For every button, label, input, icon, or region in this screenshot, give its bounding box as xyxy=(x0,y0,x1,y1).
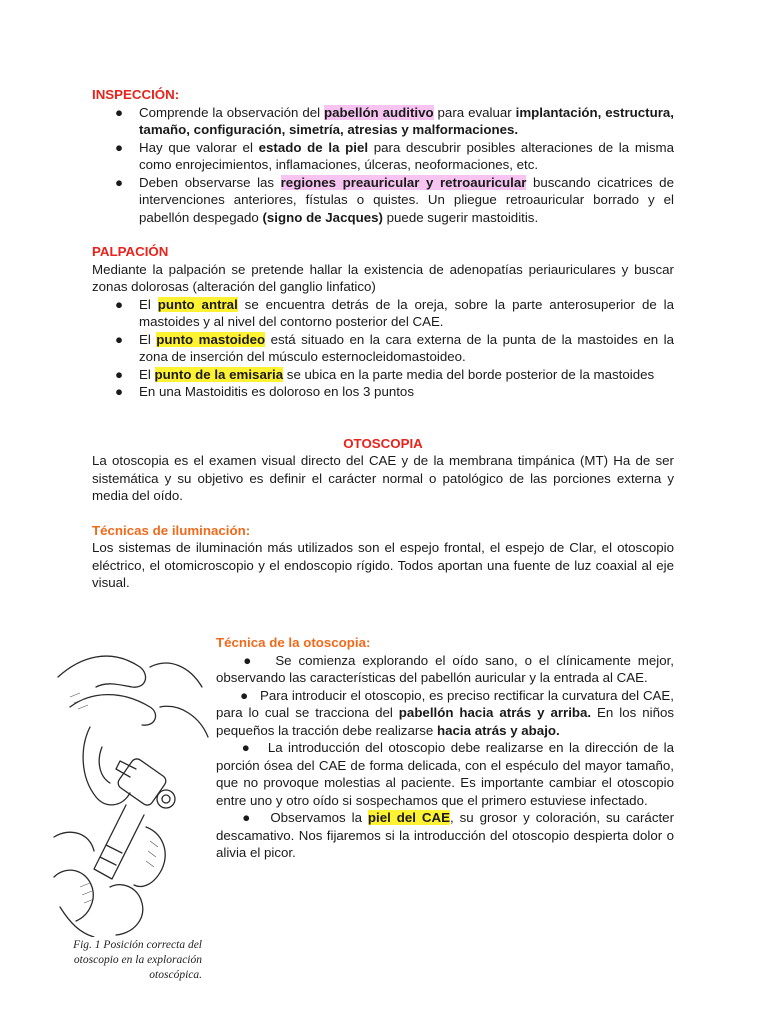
text-run: Se comienza explorando el oído sano, o el clínicamente mejor, observando las características del pabellón auricular y la entrada al CAE. xyxy=(216,652,674,685)
text-run: El xyxy=(139,296,158,312)
list-item xyxy=(92,296,674,331)
section-heading-palpacion: PALPACIÓN xyxy=(92,244,169,259)
bold-term: (signo de Jacques) xyxy=(262,209,383,225)
highlighted-term: piel del CAE xyxy=(367,810,450,825)
text-run: para evaluar xyxy=(433,104,516,120)
highlighted-term: punto de la emisaria xyxy=(154,366,284,382)
bullet-icon: ● xyxy=(115,366,124,382)
text-run: , su grosor y coloración, su carácter descamativo. Nos fijaremos si la introducción del otoscopio despierta dolor o alivia el picor. xyxy=(216,810,674,860)
list-item xyxy=(92,174,674,227)
text-run: En una Mastoiditis es doloroso en los 3 puntos xyxy=(139,384,414,399)
technique-paragraph xyxy=(216,809,674,862)
bullet-icon: ● xyxy=(240,740,252,755)
text-run: se ubica en la parte media del borde posterior de la mastoides xyxy=(283,366,655,382)
bullet-icon: ● xyxy=(115,139,124,155)
figure-caption: Fig. 1 Posición correcta del otoscopio en la exploración otoscópica. xyxy=(73,939,202,981)
section-heading-inspeccion: INSPECCIÓN: xyxy=(92,87,180,102)
text-run: Para introducir el otoscopio, es preciso rectificar la curvatura del CAE, para lo cual se tracciona del xyxy=(216,687,674,720)
text-run: Hay que valorar el xyxy=(139,139,259,155)
text-run: Observamos la xyxy=(270,810,368,825)
list-item xyxy=(92,331,674,366)
text-run: La introducción del otoscopio debe realizarse en la dirección de la porción ósea del CAE de forma delicada, con el espéculo del mayor tamaño, que no provoque molestias al paciente. Es importante cambiar el otoscopio entre uno y otro oído si sospechamos que el primero estuviese infectado. xyxy=(216,740,674,808)
text-run: Deben observarse las xyxy=(139,174,281,190)
technique-paragraph xyxy=(216,739,674,809)
list-item xyxy=(92,104,674,139)
text-run: para descubrir posibles alteraciones de la misma como enrojecimientos, inflamaciones, úlceras, neoformaciones, etc. xyxy=(139,139,674,172)
highlighted-term: punto antral xyxy=(157,296,238,312)
technique-paragraph xyxy=(216,687,674,740)
bullet-icon: ● xyxy=(240,810,253,825)
list-item xyxy=(92,139,674,174)
otoscope-drawing-icon xyxy=(50,637,210,937)
bullet-icon: ● xyxy=(115,384,124,399)
highlighted-term: punto mastoideo xyxy=(156,331,266,347)
text-run: se encuentra detrás de la oreja, sobre la parte anterosuperior de la mastoides y al nivel del contorno posterior del CAE. xyxy=(139,296,674,329)
technique-paragraph xyxy=(216,652,674,687)
bold-term: pabellón hacia atrás y arriba. xyxy=(398,705,592,720)
bold-term: implantación, estructura, tamaño, configuración, simetría, atresias y malformaciones. xyxy=(139,104,674,137)
inspeccion-list xyxy=(92,104,674,227)
palpacion-intro: Mediante la palpación se pretende hallar la existencia de adenopatías periauriculares y buscar zonas dolorosas (alteración del ganglio linfatico) xyxy=(92,261,674,294)
bullet-icon: ● xyxy=(115,104,124,120)
text-run: está situado en la cara externa de la punta de la mastoides en la zona de inserción del músculo esternocleidomastoideo. xyxy=(139,331,674,364)
document-body xyxy=(92,86,674,592)
text-run: puede sugerir mastoiditis. xyxy=(382,209,539,225)
section-heading-iluminacion: Técnicas de iluminación: xyxy=(92,522,251,538)
bullet-icon: ● xyxy=(240,687,249,703)
highlighted-term: pabellón auditivo xyxy=(324,104,434,120)
text-run: Comprende la observación del xyxy=(139,104,325,120)
text-run: buscando cicatrices de intervenciones anteriores, fístulas o quistes. Un pliegue retroauricular borrado y el pabellón despegado xyxy=(139,174,674,225)
otoscope-illustration xyxy=(50,637,210,987)
iluminacion-text: Los sistemas de iluminación más utilizados son el espejo frontal, el espejo de Clar, el otoscopio eléctrico, el otomicroscopio y el endoscopio rígido. Todos aportan una fuente de luz coaxial al eje visual. xyxy=(92,540,674,590)
text-run: El xyxy=(139,366,155,382)
bullet-icon: ● xyxy=(115,331,124,347)
text-run: En los niños pequeños la tracción debe realizarse xyxy=(216,705,675,738)
list-item xyxy=(92,383,674,401)
highlighted-term: regiones preauricular y retroauricular xyxy=(280,174,527,190)
bold-term: hacia atrás y abajo. xyxy=(437,722,560,738)
section-heading-tecnica: Técnica de la otoscopia: xyxy=(216,635,371,650)
palpacion-list xyxy=(92,296,674,401)
section-heading-otoscopia: OTOSCOPIA xyxy=(343,435,423,451)
bullet-icon: ● xyxy=(115,174,124,190)
otoscopia-intro: La otoscopia es el examen visual directo del CAE y de la membrana timpánica (MT) Ha de ser sistemática y su objetivo es definir el carácter normal o patológico de las porciones externa y media del oído. xyxy=(92,453,674,503)
list-item xyxy=(92,366,674,384)
text-run: El xyxy=(139,331,157,347)
otoscopia-technique xyxy=(216,634,674,862)
bullet-icon: ● xyxy=(240,652,255,668)
bullet-icon: ● xyxy=(115,296,124,312)
bold-term: estado de la piel xyxy=(258,139,369,155)
